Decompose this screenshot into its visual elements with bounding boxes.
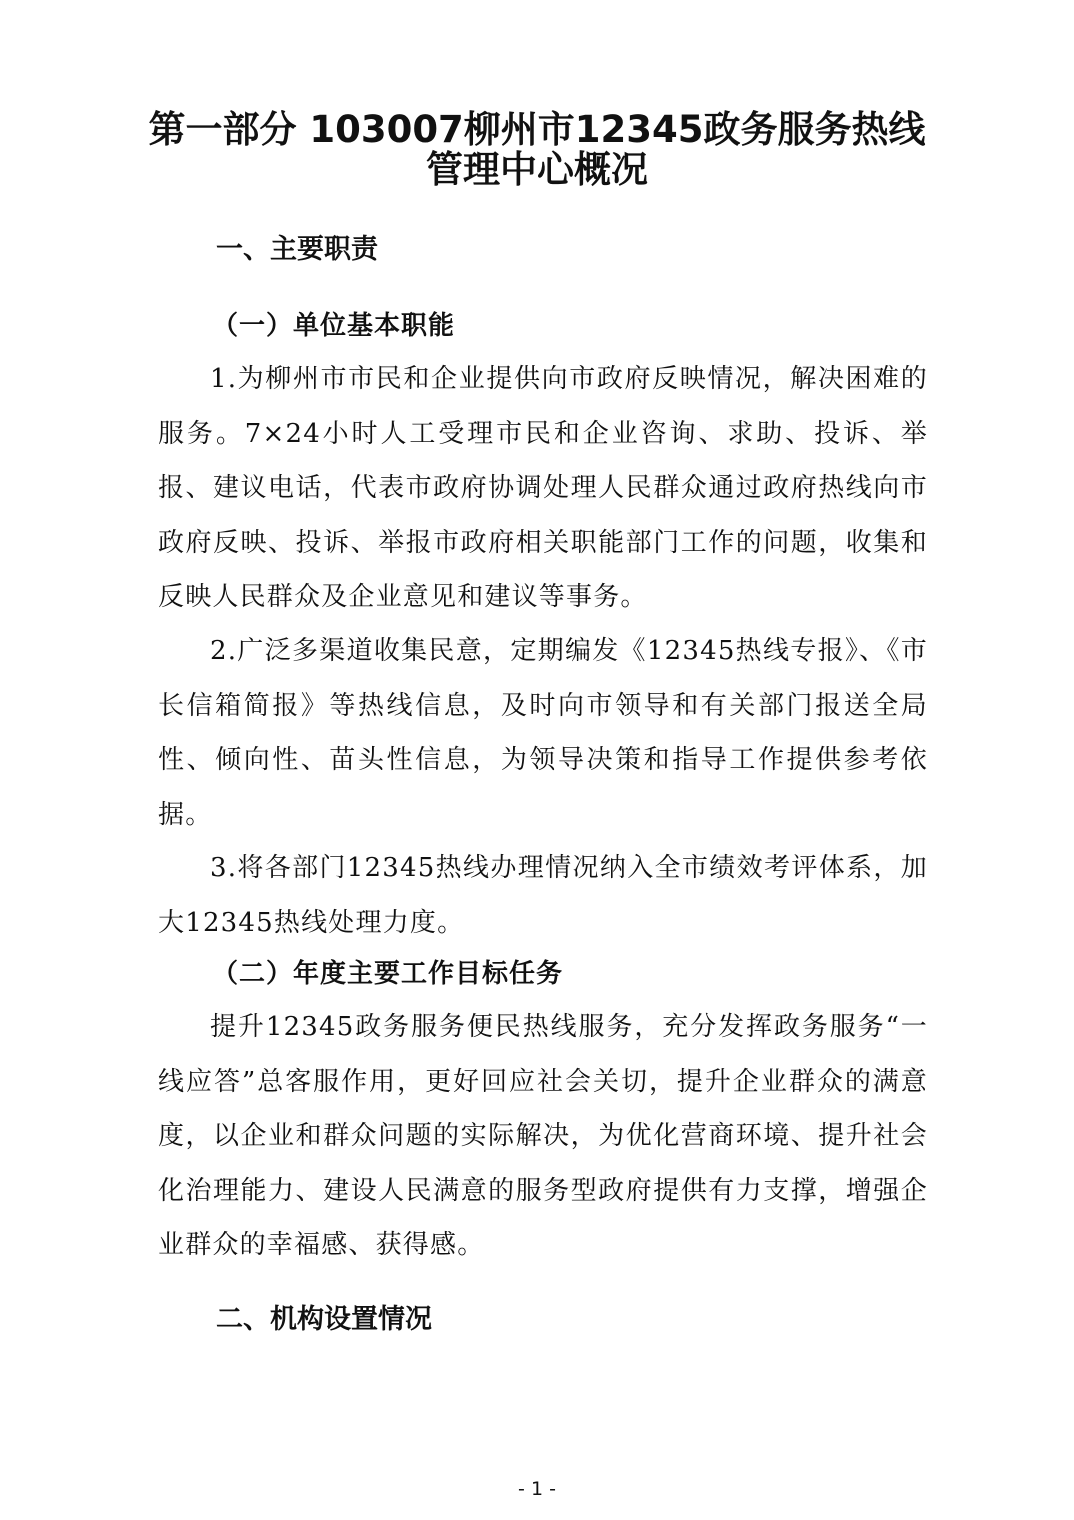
paragraph-annual-goals: 提升12345政务服务便民热线服务，充分发挥政务服务“一线应答”总客服作用，更好回应社会关切，提升企业群众的满意度，以企业和群众问题的实际解决，为优化营商环境、提升社会化治理能力、建设人民满意的服务型政府提供有力支撑，增强企业群众的幸福感、获得感。 [158,1012,928,1260]
section-heading-organization: 二、机构设置情况 [216,1304,432,1335]
page-number: - 1 - [518,1478,556,1500]
paragraph-function-2: 2.广泛多渠道收集民意，定期编发《12345热线专报》、《市长信箱简报》等热线信息，及时向市领导和有关部门报送全局性、倾向性、苗头性信息，为领导决策和指导工作提供参考依据。 [158,636,928,830]
paragraph-function-3: 3.将各部门12345热线办理情况纳入全市绩效考评体系，加大12345热线处理力度。 [158,853,928,938]
document-title-line-2: 管理中心概况 [426,148,648,191]
paragraph-function-1: 1.为柳州市市民和企业提供向市政府反映情况，解决困难的服务。7×24小时人工受理市民和企业咨询、求助、投诉、举报、建议电话，代表市政府协调处理人民群众通过政府热线向市政府反映、投诉、举报市政府相关职能部门工作的问题，收集和反映人民群众及企业意见和建议等事务。 [158,364,928,612]
document-title-line-1: 第一部分 103007柳州市12345政务服务热线 [148,108,926,151]
subsection-heading-basic-functions: （一）单位基本职能 [212,311,456,341]
section-heading-main-duties: 一、主要职责 [216,234,378,265]
subsection-heading-annual-goals: （二）年度主要工作目标任务 [212,959,564,989]
